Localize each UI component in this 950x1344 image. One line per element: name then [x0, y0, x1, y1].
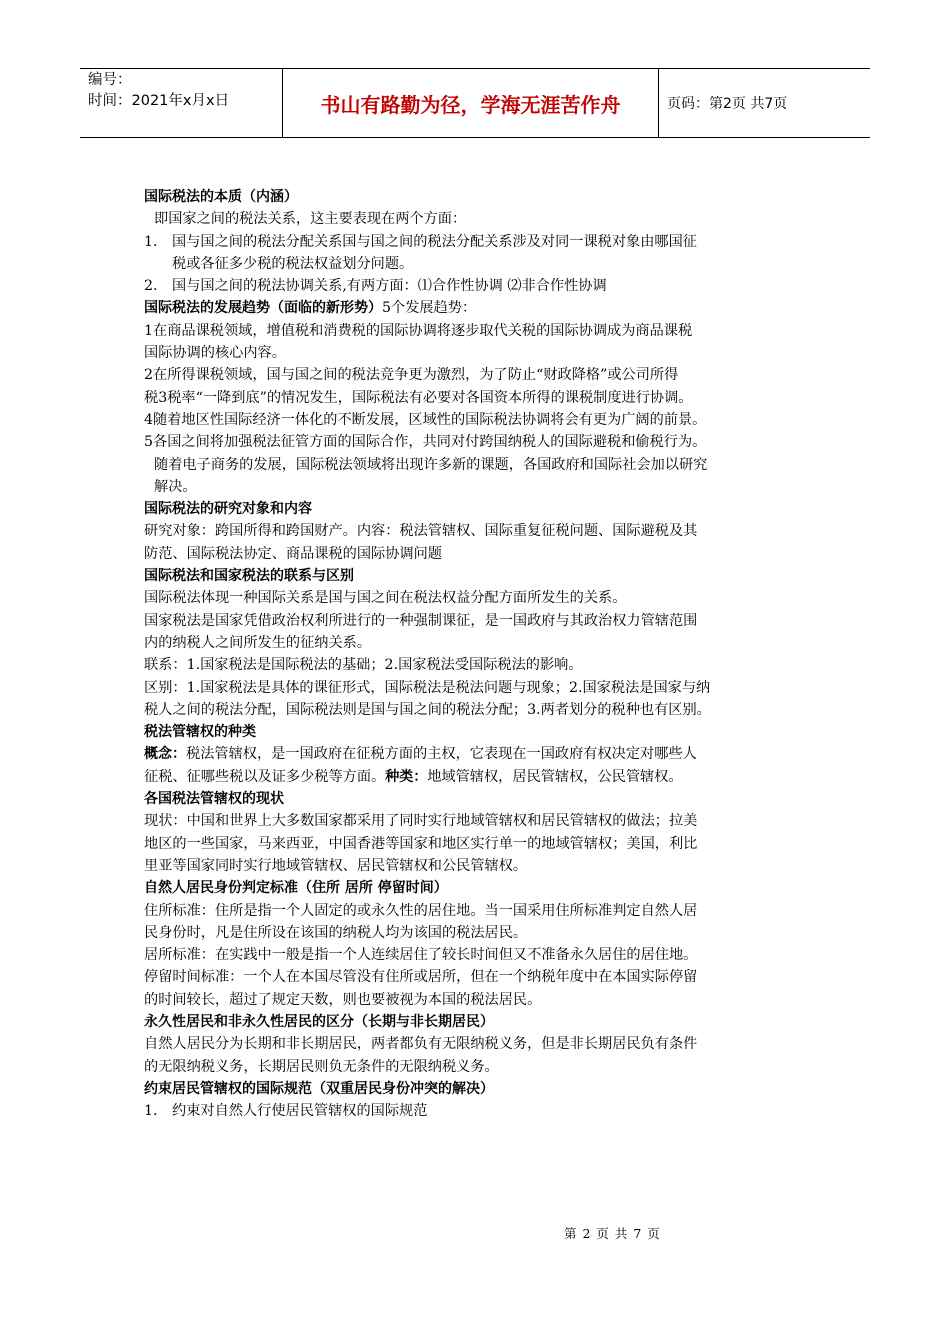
body-line: [144, 587, 810, 609]
document-header: [80, 68, 870, 138]
line-text: 地区的一些国家，马来西亚，中国香港等国家和地区实行单一的地域管辖权；美国，利比: [144, 835, 698, 852]
body-line: [144, 900, 810, 922]
line-text-tail: 地域管辖权，居民管辖权，公民管辖权。: [427, 768, 683, 785]
line-text: 税3税率“一降到底”的情况发生，国际税法有必要对各国资本所得的课税制度进行协调。: [144, 389, 693, 406]
body-line: [144, 476, 810, 498]
heading-text: 永久性居民和非永久性居民的区分（长期与非长期居民）: [144, 1013, 494, 1030]
body-line: [144, 520, 810, 542]
body-line: [144, 766, 810, 788]
body-line: [144, 543, 810, 565]
line-text: 税人之间的税法分配，国际税法则是国与国之间的税法分配；3.两者划分的税种也有区别。: [144, 701, 711, 718]
section-heading: [144, 498, 810, 520]
line-text: 国与国之间的税法分配关系国与国之间的税法分配关系涉及对同一课税对象由哪国征: [172, 233, 697, 250]
header-meta: [80, 69, 282, 137]
section-heading: [144, 186, 810, 208]
body-line: [144, 320, 810, 342]
line-text: 联系：1.国家税法是国际税法的基础；2.国家税法受国际税法的影响。: [144, 657, 583, 674]
line-text: 国际协调的核心内容。: [144, 345, 286, 362]
section-heading: [144, 297, 810, 319]
term-label: 概念：: [144, 746, 186, 763]
heading-text: 约束居民管辖权的国际规范（双重居民身份冲突的解决）: [144, 1080, 494, 1097]
heading-text: 税法管辖权的种类: [144, 724, 256, 741]
footer-page-number: 第 2 页 共 7 页: [564, 1226, 661, 1241]
line-text: 停留时间标准：一个人在本国尽管没有住所或居所，但在一个纳税年度中在本国实际停留: [144, 969, 698, 986]
line-text-tail: 5个发展趋势：: [382, 300, 477, 317]
heading-text: 国际税法的发展趋势（面临的新形势）: [144, 300, 382, 317]
body-line: [144, 364, 810, 386]
body-line: [144, 231, 810, 253]
heading-text: 自然人居民身份判定标准（住所 居所 停留时间）: [144, 880, 448, 897]
list-number: 1．: [144, 1103, 168, 1120]
body-line: [144, 1056, 810, 1078]
line-text: 随着电子商务的发展，国际税法领域将出现许多新的课题，各国政府和国际社会加以研究: [154, 456, 708, 473]
body-line: [144, 208, 810, 230]
section-heading: [144, 1011, 810, 1033]
body-line: [144, 454, 810, 476]
body-line: [144, 810, 810, 832]
line-text: 内的纳税人之间所发生的征纳关系。: [144, 634, 372, 651]
body-line: [144, 855, 810, 877]
heading-text: 国际税法的本质（内涵）: [144, 189, 298, 205]
line-text: 4随着地区性国际经济一体化的不断发展，区域性的国际税法协调将会有更为广阔的前景。: [144, 411, 707, 428]
line-text: 自然人居民分为长期和非长期居民，两者都负有无限纳税义务，但是非长期居民负有条件: [144, 1036, 698, 1053]
list-number: 2．: [144, 278, 168, 295]
number-label: 编号：: [88, 72, 132, 88]
line-text: 2在所得课税领域，国与国之间的税法竞争更为激烈，为了防止“财政降格”或公司所得: [144, 367, 679, 384]
line-text: 即国家之间的税法关系，这主要表现在两个方面：: [154, 211, 467, 228]
time-label: 时间：2021年x月x日: [88, 93, 230, 109]
body-line: [144, 677, 810, 699]
line-text: 国与国之间的税法协调关系,有两方面：⑴合作性协调 ⑵非合作性协调: [172, 278, 607, 295]
body-line: [144, 944, 810, 966]
line-text: 税法管辖权，是一国政府在征税方面的主权，它表现在一国政府有权决定对哪些人: [186, 746, 697, 763]
heading-text: 国际税法和国家税法的联系与区别: [144, 568, 354, 585]
body-line: [144, 431, 810, 453]
body-line: [144, 654, 810, 676]
section-heading: [144, 721, 810, 743]
line-text: 的时间较长，超过了规定天数，则也要被视为本国的税法居民。: [144, 991, 542, 1008]
line-text: 住所标准：住所是指一个人固定的或永久性的居住地。当一国采用住所标准判定自然人居: [144, 902, 698, 919]
body-line: [144, 342, 810, 364]
heading-text: 国际税法的研究对象和内容: [144, 501, 312, 518]
line-text: 国家税法是国家凭借政治权利所进行的一种强制课征，是一国政府与其政治权力管辖范围: [144, 612, 698, 629]
line-text: 解决。: [154, 478, 197, 495]
header-page-info: 页码：第2页 共7页: [667, 96, 788, 112]
document-body: [144, 186, 810, 1122]
header-motto: 书山有路勤为径，学海无涯苦作舟: [282, 69, 659, 137]
body-line: [144, 1100, 810, 1122]
body-line: [144, 632, 810, 654]
line-text: 征税、征哪些税以及证多少税等方面。: [144, 768, 386, 785]
heading-text: 各国税法管辖权的现状: [144, 791, 284, 808]
line-text: 研究对象：跨国所得和跨国财产。内容：税法管辖权、国际重复征税问题、国际避税及其: [144, 523, 698, 540]
body-line: [144, 833, 810, 855]
body-line: [144, 1033, 810, 1055]
section-heading: [144, 877, 810, 899]
body-line: [144, 966, 810, 988]
section-heading: [144, 788, 810, 810]
line-text: 的无限纳税义务，长期居民则负无条件的无限纳税义务。: [144, 1058, 499, 1075]
body-line: [144, 409, 810, 431]
line-text: 居所标准：在实践中一般是指一个人连续居住了较长时间但又不准备永久居住的居住地。: [144, 947, 698, 964]
line-text: 现状：中国和世界上大多数国家都采用了同时实行地域管辖权和居民管辖权的做法；拉美: [144, 813, 698, 830]
body-line: [144, 922, 810, 944]
line-text: 1在商品课税领域，增值税和消费税的国际协调将逐步取代关税的国际协调成为商品课税: [144, 322, 693, 339]
line-text: 税或各征多少税的税法权益划分问题。: [172, 255, 414, 272]
line-text: 区别：1.国家税法是具体的课征形式，国际税法是税法问题与现象；2.国家税法是国家与纳: [144, 679, 711, 696]
term-label: 种类：: [385, 768, 428, 785]
line-text: 约束对自然人行使居民管辖权的国际规范: [172, 1103, 428, 1120]
body-line: [144, 253, 810, 275]
body-line: [144, 699, 810, 721]
body-line: [144, 989, 810, 1011]
line-text: 里亚等国家同时实行地域管辖权、居民管辖权和公民管辖权。: [144, 857, 528, 874]
body-line: [144, 610, 810, 632]
line-text: 国际税法体现一种国际关系是国与国之间在税法权益分配方面所发生的关系。: [144, 590, 627, 607]
body-line: [144, 275, 810, 297]
line-text: 民身份时，凡是住所设在该国的纳税人均为该国的税法居民。: [144, 924, 528, 941]
line-text: 防范、国际税法协定、商品课税的国际协调问题: [144, 545, 442, 562]
list-number: 1．: [144, 233, 168, 250]
body-line: [144, 743, 810, 765]
section-heading: [144, 1078, 810, 1100]
body-line: [144, 387, 810, 409]
section-heading: [144, 565, 810, 587]
line-text: 5各国之间将加强税法征管方面的国际合作，共同对付跨国纳税人的国际避税和偷税行为。: [144, 434, 707, 451]
